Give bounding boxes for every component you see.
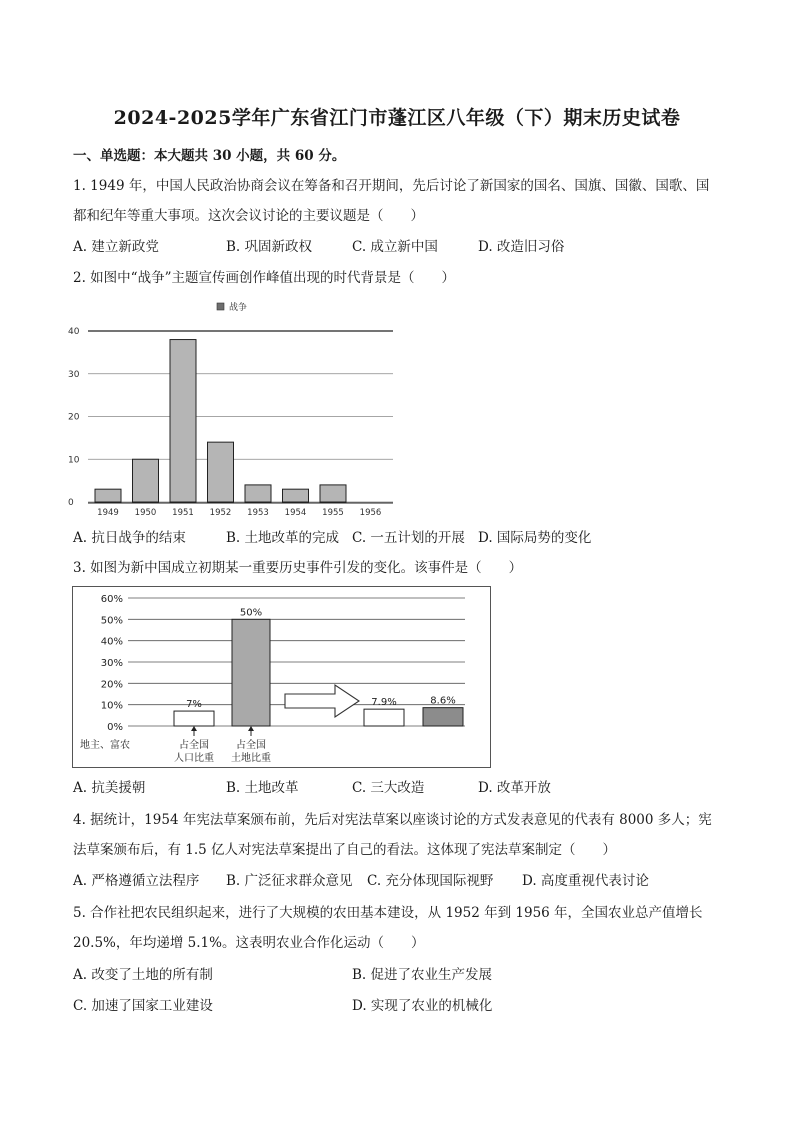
bar-value-label: 7% [186,699,202,711]
bar-caption: 占全国 [179,740,209,751]
x-tick-label: 1949 [97,508,119,518]
bar-1 [174,711,214,726]
y-tick-label: 30% [100,658,123,669]
q3-option-d[interactable]: D. 改革开放 [478,780,551,796]
q3-option-a[interactable]: A. 抗美援朝 [73,780,146,796]
bar-caption: 占全国 [236,740,266,751]
x-tick-label: 1953 [247,508,269,518]
y-tick-label: 40 [68,327,80,337]
q5-option-b[interactable]: B. 促进了农业生产发展 [352,967,493,983]
q5-stem-line2: 20.5%，年均递增 5.1%。这表明农业合作化运动（ ） [73,935,425,951]
q1-stem-line1: 1. 1949 年，中国人民政治协商会议在筹备和召开期间，先后讨论了新国家的国名、国旗、国徽、国歌、国 [73,178,710,194]
q5-option-c[interactable]: C. 加速了国家工业建设 [73,998,213,1014]
q3-stem: 3. 如图为新中国成立初期某一重要历史事件引发的变化。该事件是（ ） [73,560,523,576]
q3-option-c[interactable]: C. 三大改造 [352,780,425,796]
q1-option-b[interactable]: B. 巩固新政权 [226,239,313,255]
y-tick-label: 30 [68,369,80,380]
q4-option-d[interactable]: D. 高度重视代表讨论 [522,873,649,889]
q4-option-a[interactable]: A. 严格遵循立法程序 [73,873,200,889]
x-tick-label: 1951 [172,508,194,518]
bar-4 [423,708,463,726]
q4-stem-line2: 法草案颁布后，有 1.5 亿人对宪法草案提出了自己的看法。这体现了宪法草案制定（ ） [73,842,617,858]
q3-option-b[interactable]: B. 土地改革 [226,780,299,796]
legend-swatch [217,303,224,310]
bar-1954 [283,489,309,502]
q1-option-a[interactable]: A. 建立新政党 [73,239,159,255]
chart-frame [73,587,491,768]
q5-option-d[interactable]: D. 实现了农业的机械化 [352,998,493,1014]
bar-value-label: 7.9% [371,697,397,709]
bar-caption: 人口比重 [174,753,214,764]
x-tick-label: 1952 [209,508,232,518]
y-tick-label: 10% [100,700,123,712]
y-tick-label: 20 [68,412,80,423]
q1-stem-line2: 都和纪年等重大事项。这次会议讨论的主要议题是（ ） [73,208,424,224]
bar-1949 [95,489,121,502]
q4-option-b[interactable]: B. 广泛征求群众意见 [226,873,353,889]
y-tick-label: 0 [68,498,74,508]
x-tick-label: 1956 [359,508,382,518]
q5-stem-line1: 5. 合作社把农民组织起来，进行了大规模的农田基本建设，从 1952 年到 1956 年，全国农业总产值增长 [73,905,703,921]
q2-option-c[interactable]: C. 一五计划的开展 [352,530,465,546]
bar-1952 [208,442,234,502]
q2-option-d[interactable]: D. 国际局势的变化 [478,530,592,546]
q5-option-a[interactable]: A. 改变了土地的所有制 [73,967,213,983]
q1-option-c[interactable]: C. 成立新中国 [352,239,438,255]
q3-land-reform-chart [72,586,492,769]
y-tick-label: 10 [68,455,80,466]
y-tick-label: 0% [107,722,123,733]
x-tick-label: 1950 [134,508,157,518]
q2-war-poster-bar-chart [60,295,410,520]
bar-caption: 土地比重 [231,753,271,764]
q2-option-b[interactable]: B. 土地改革的完成 [226,530,340,546]
y-tick-label: 40% [100,636,123,648]
bar-1950 [133,459,159,502]
q4-option-c[interactable]: C. 充分体现国际视野 [367,873,494,889]
q2-stem: 2. 如图中“战争”主题宣传画创作峰值出现的时代背景是（ ） [73,270,455,286]
y-tick-label: 60% [100,594,123,605]
q1-option-d[interactable]: D. 改造旧习俗 [478,239,565,255]
bar-1951 [170,340,196,502]
group-label: 地主、富农 [80,740,130,751]
x-tick-label: 1955 [322,508,344,518]
y-tick-label: 20% [100,679,123,691]
bar-1953 [245,485,271,502]
bar-3 [364,709,404,726]
bar-2 [232,619,270,726]
exam-title: 2024-2025学年广东省江门市蓬江区八年级（下）期末历史试卷 [113,107,681,129]
legend-label: 战争 [229,303,248,313]
x-tick-label: 1954 [284,508,307,518]
bar-1955 [320,485,346,502]
y-tick-label: 50% [100,615,123,627]
bar-value-label: 8.6% [430,695,456,707]
section-heading: 一、单选题：本大题共 30 小题，共 60 分。 [73,148,346,164]
bar-value-label: 50% [239,607,263,619]
q2-option-a[interactable]: A. 抗日战争的结束 [73,530,186,546]
q4-stem-line1: 4. 据统计，1954 年宪法草案颁布前，先后对宪法草案以座谈讨论的方式发表意见的代表有 8000 多人；宪 [73,812,712,828]
